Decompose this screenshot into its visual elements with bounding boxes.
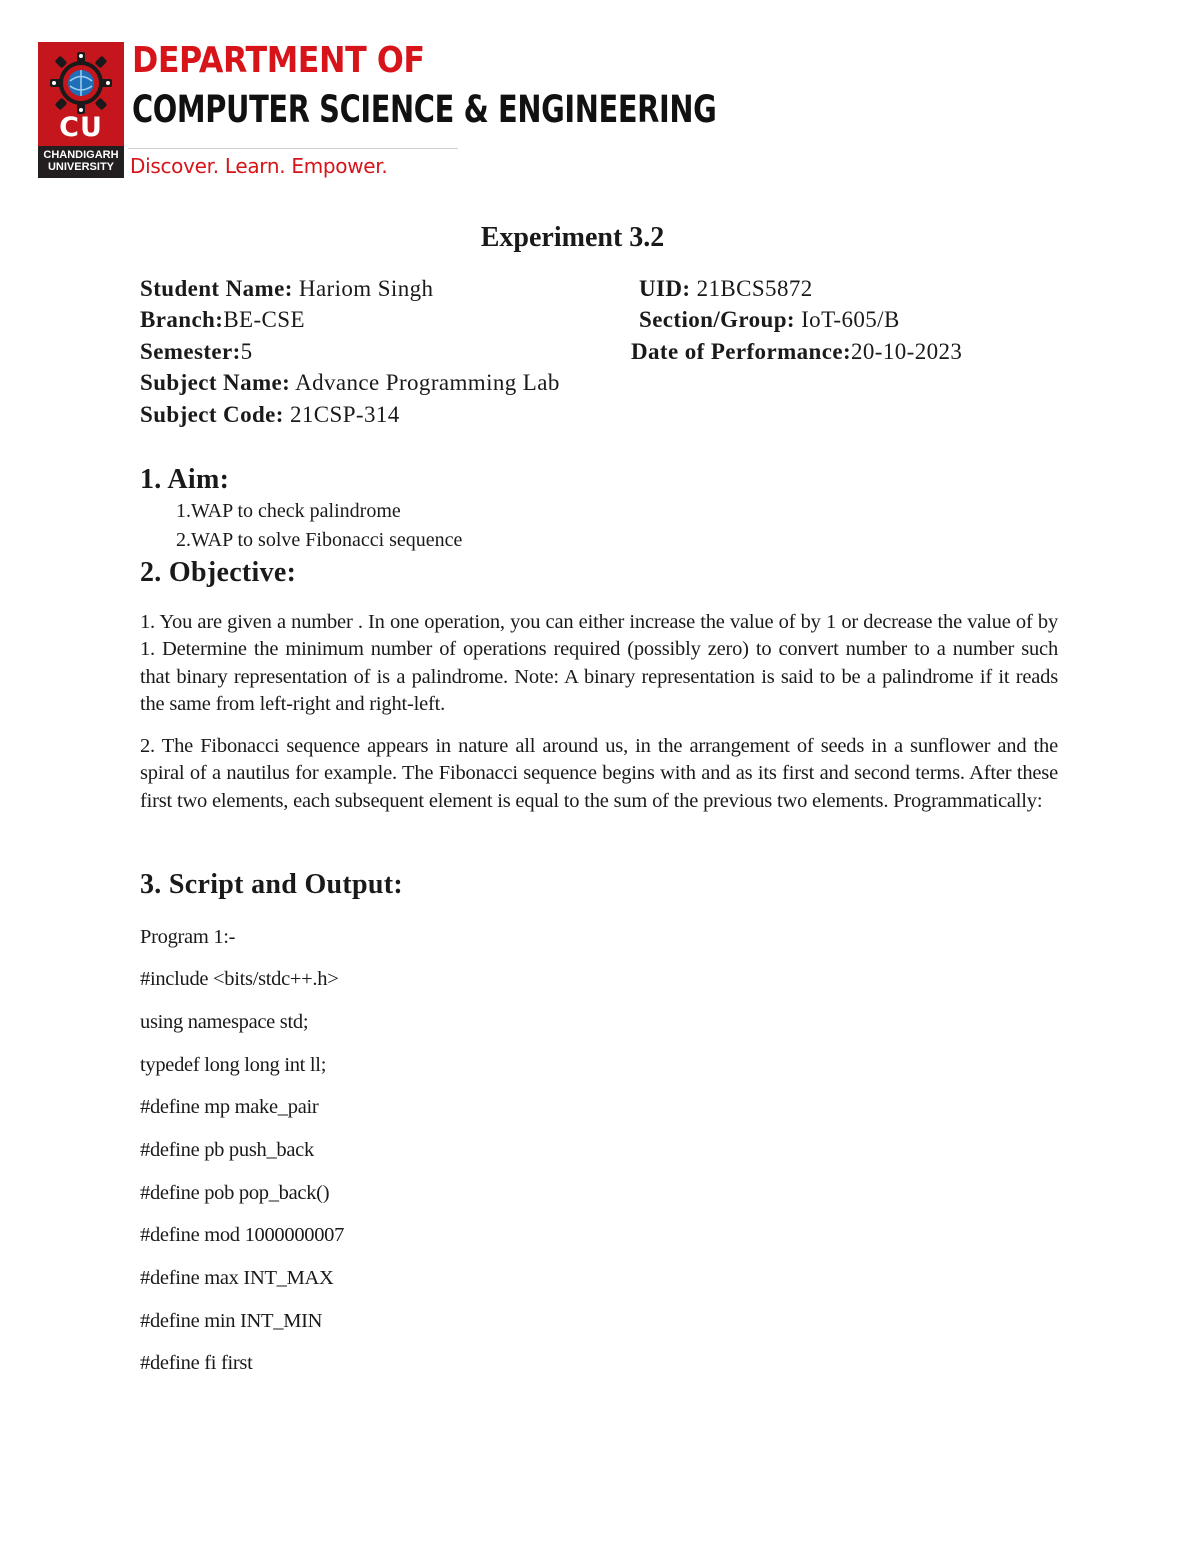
tagline-divider xyxy=(128,148,458,149)
subject-code-value: 21CSP-314 xyxy=(283,402,400,427)
university-logo xyxy=(38,42,124,178)
department-title-line2: COMPUTER SCIENCE & ENGINEERING xyxy=(132,88,717,131)
uid-value: 21BCS5872 xyxy=(690,276,813,301)
subject-code-label: Subject Code: xyxy=(140,402,284,427)
semester-label: Semester: xyxy=(140,339,241,364)
date-row xyxy=(631,339,962,365)
tagline: Discover. Learn. Empower. xyxy=(130,154,388,178)
subject-name-value: Advance Programming Lab xyxy=(290,370,560,395)
department-title-line1: DEPARTMENT OF xyxy=(132,40,425,81)
semester-value: 5 xyxy=(240,339,253,364)
code-line: #define mod 1000000007 xyxy=(140,1224,345,1246)
code-line: using namespace std; xyxy=(140,1011,309,1033)
logo-university-text: CHANDIGARH UNIVERSITY xyxy=(43,149,119,173)
objective-paragraph-2: 2. The Fibonacci sequence appears in nature all around us, in the arrangement of seeds in a sunflower and the spiral of a nautilus for example. The Fibonacci sequence begins with and as its first and second terms. After these first two elements, each subsequent element is equal to the sum of the previous two elements. Programmatically: xyxy=(140,735,1058,812)
code-line: #define min INT_MIN xyxy=(140,1310,323,1332)
section-value: IoT-605/B xyxy=(794,307,900,332)
experiment-title: Experiment 3.2 xyxy=(480,222,665,253)
branch-row xyxy=(140,307,305,333)
student-name-value: Hariom Singh xyxy=(292,276,434,301)
semester-row xyxy=(140,339,253,365)
subject-name-label: Subject Name: xyxy=(140,370,291,395)
subject-code-row xyxy=(140,402,400,428)
logo-university-band xyxy=(38,146,124,178)
subject-name-row xyxy=(140,370,560,396)
date-label: Date of Performance: xyxy=(631,339,851,364)
code-line: #include <bits/stdc++.h> xyxy=(140,968,339,990)
code-line: #define pob pop_back() xyxy=(140,1182,330,1204)
date-value: 20-10-2023 xyxy=(851,339,963,364)
code-line: #define mp make_pair xyxy=(140,1096,319,1118)
student-name-label: Student Name: xyxy=(140,276,293,301)
code-line: #define max INT_MAX xyxy=(140,1267,334,1289)
letterhead xyxy=(38,42,738,182)
logo-cu-text: CU xyxy=(59,112,103,143)
code-line: #define pb push_back xyxy=(140,1139,314,1161)
aim-item: 2.WAP to solve Fibonacci sequence xyxy=(176,529,463,551)
script-heading: 3. Script and Output: xyxy=(140,869,404,900)
code-line: #define fi first xyxy=(140,1352,253,1374)
student-name-row xyxy=(140,276,433,302)
program-label: Program 1:- xyxy=(140,926,236,948)
aim-item: 1.WAP to check palindrome xyxy=(176,500,401,522)
objective-paragraph-1: 1. You are given a number . In one operation, you can either increase the value of by 1 or decrease the value of by 1. Determine the minimum number of operations required (possibly zero) to convert number to a number such that binary representation of is a palindrome. Note: A binary representation is said to be a palindrome if it reads the same from left-right and right-left. xyxy=(140,611,1058,715)
code-line: typedef long long int ll; xyxy=(140,1054,327,1076)
branch-value: BE-CSE xyxy=(223,307,305,332)
branch-label: Branch: xyxy=(140,307,224,332)
aim-heading: 1. Aim: xyxy=(140,464,230,495)
uid-row xyxy=(639,276,813,302)
uid-label: UID: xyxy=(639,276,691,301)
section-label: Section/Group: xyxy=(639,307,795,332)
objective-heading: 2. Objective: xyxy=(140,557,297,588)
section-row xyxy=(639,307,900,333)
gear-globe-icon xyxy=(46,48,116,118)
